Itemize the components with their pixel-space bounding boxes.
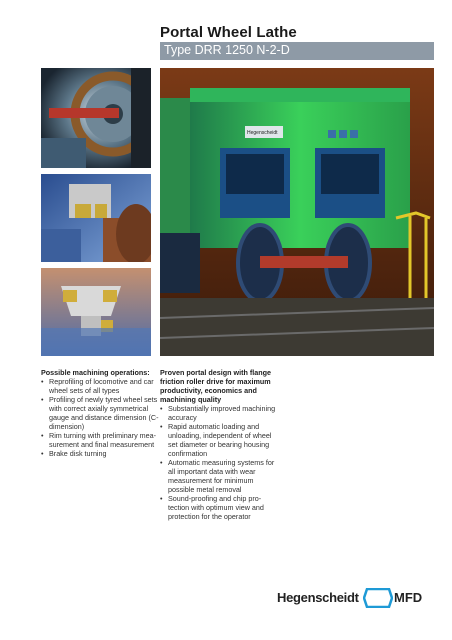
page-subtitle: Type DRR 1250 N-2-D xyxy=(164,43,290,57)
page-title: Portal Wheel Lathe xyxy=(160,24,297,41)
list-item: • Rim turning with preliminary mea-surement and final measurement xyxy=(41,431,161,449)
list-item: • Profiling of newly tyred wheel sets with correct axially symmetrical gauge and distance dimension (C-dimension) xyxy=(41,395,161,431)
list-item: • Rapid automatic loading and unloading, independent of wheel set diameter or bearing housing confirmation xyxy=(160,422,280,458)
machining-operations-list xyxy=(41,377,161,458)
list-item: • Substantially improved machining accuracy xyxy=(160,404,280,422)
photo-wheel-rim xyxy=(41,68,151,168)
subtitle-bar xyxy=(160,42,434,60)
logo-arrow-icon xyxy=(363,588,393,608)
list-item: • Sound-proofing and chip pro-tection with optimum view and protection for the operator xyxy=(160,494,280,521)
photo-cutting-tool xyxy=(41,174,151,262)
list-item: • Reprofiling of locomotive and car wheel sets of all types xyxy=(41,377,161,395)
design-features-heading: Proven portal design with flange friction roller drive for maximum productivity, economics and machining quality xyxy=(160,368,272,404)
machine-label: Hegenscheidt xyxy=(247,130,278,136)
design-features xyxy=(160,368,280,521)
design-features-list xyxy=(160,404,280,521)
machining-operations xyxy=(41,368,161,458)
photo-portal-wheel-lathe xyxy=(160,68,434,356)
list-item: • Brake disk turning xyxy=(41,449,161,458)
brand-name: MFD xyxy=(394,590,423,605)
machining-operations-heading: Possible machining operations: xyxy=(41,368,150,377)
photo-tool-holder xyxy=(41,268,151,356)
list-item: • Automatic measuring systems for all important data with wear measurement for minimum possible metal removal xyxy=(160,458,280,494)
company-logo xyxy=(277,587,435,609)
company-name: Hegenscheidt xyxy=(277,590,359,605)
